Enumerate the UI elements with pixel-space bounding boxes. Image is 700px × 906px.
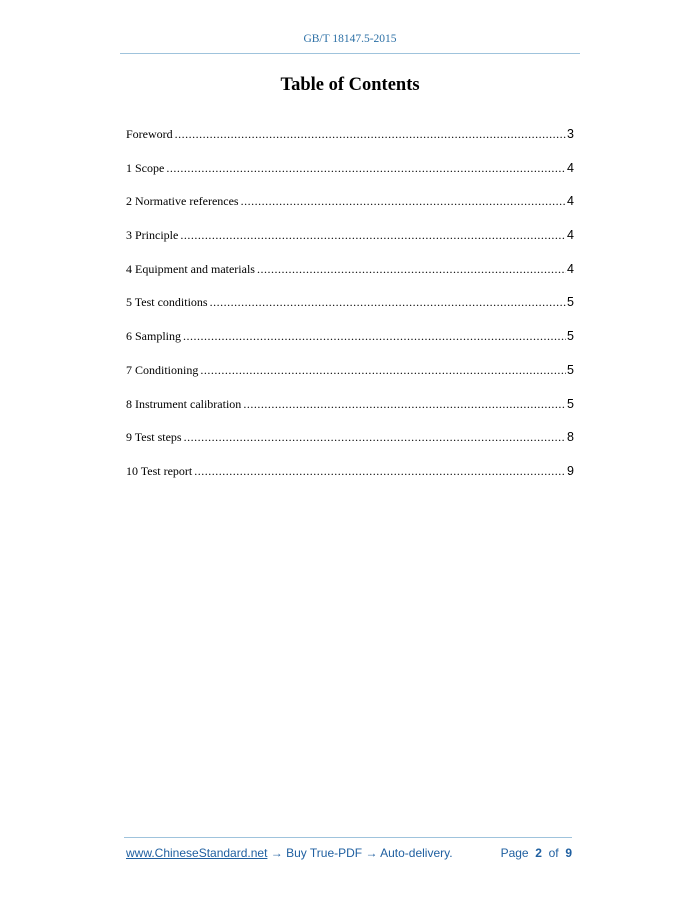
toc-dot-leader (180, 228, 566, 243)
toc-entry-sampling[interactable] (126, 329, 574, 363)
toc-entry-page: 5 (567, 396, 574, 411)
toc-entry-test-steps[interactable] (126, 430, 574, 464)
toc-entry-instrument-calibration[interactable] (126, 397, 574, 431)
toc-dot-leader (243, 397, 566, 412)
toc-entry-label: 4 Equipment and materials (126, 261, 255, 276)
total-pages-number: 9 (565, 846, 572, 860)
page-header-standard-code: GB/T 18147.5-2015 (303, 33, 397, 45)
toc-entry-page: 4 (567, 160, 574, 175)
header-divider (120, 53, 580, 54)
toc-entry-label: 8 Instrument calibration (126, 396, 242, 411)
toc-entry-label: 5 Test conditions (126, 295, 208, 310)
page-word: Page (500, 846, 529, 860)
toc-entry-label: 2 Normative references (126, 194, 239, 209)
page-footer (126, 846, 572, 860)
toc-dot-leader (183, 329, 566, 344)
footer-promo (126, 846, 453, 860)
footer-promo-text: → Buy True-PDF → Auto-delivery. (267, 846, 453, 860)
toc-entry-page: 4 (567, 228, 574, 243)
toc-entry-label: 9 Test steps (126, 430, 182, 445)
toc-entry-page: 8 (567, 430, 574, 445)
toc-dot-leader (210, 295, 566, 310)
toc-entry-page: 3 (567, 127, 574, 141)
toc-dot-leader (194, 464, 566, 479)
of-word: of (548, 846, 559, 860)
page-indicator (501, 846, 572, 860)
toc-entry-scope[interactable] (126, 161, 574, 195)
website-link[interactable]: www.ChineseStandard.net (126, 846, 268, 860)
toc-entry-label: 6 Sampling (126, 329, 182, 344)
footer-divider (124, 837, 572, 838)
toc-entry-label: 1 Scope (126, 160, 165, 175)
toc-dot-leader (257, 262, 566, 277)
toc-entry-normative-references[interactable] (126, 194, 574, 228)
toc-entry-test-report[interactable] (126, 464, 574, 498)
toc-entry-label: 7 Conditioning (126, 362, 199, 377)
toc-dot-leader (175, 127, 566, 142)
toc-entry-page: 5 (567, 362, 574, 377)
toc-list (126, 127, 574, 498)
toc-entry-foreword[interactable] (126, 127, 574, 161)
toc-entry-equipment-and-materials[interactable] (126, 262, 574, 296)
toc-entry-page: 9 (567, 463, 574, 478)
toc-entry-label: 10 Test report (126, 463, 193, 478)
toc-dot-leader (166, 161, 566, 176)
toc-entry-test-conditions[interactable] (126, 295, 574, 329)
current-page-number: 2 (535, 846, 542, 860)
toc-entry-conditioning[interactable] (126, 363, 574, 397)
toc-entry-label: 3 Principle (126, 228, 179, 243)
toc-entry-page: 4 (567, 194, 574, 209)
toc-entry-page: 5 (567, 295, 574, 310)
toc-dot-leader (184, 430, 566, 445)
toc-entry-principle[interactable] (126, 228, 574, 262)
toc-entry-page: 5 (567, 329, 574, 344)
page-title: Table of Contents (280, 75, 420, 95)
toc-dot-leader (200, 363, 566, 378)
toc-entry-label: Foreword (126, 127, 173, 141)
toc-dot-leader (241, 194, 566, 209)
toc-entry-page: 4 (567, 261, 574, 276)
